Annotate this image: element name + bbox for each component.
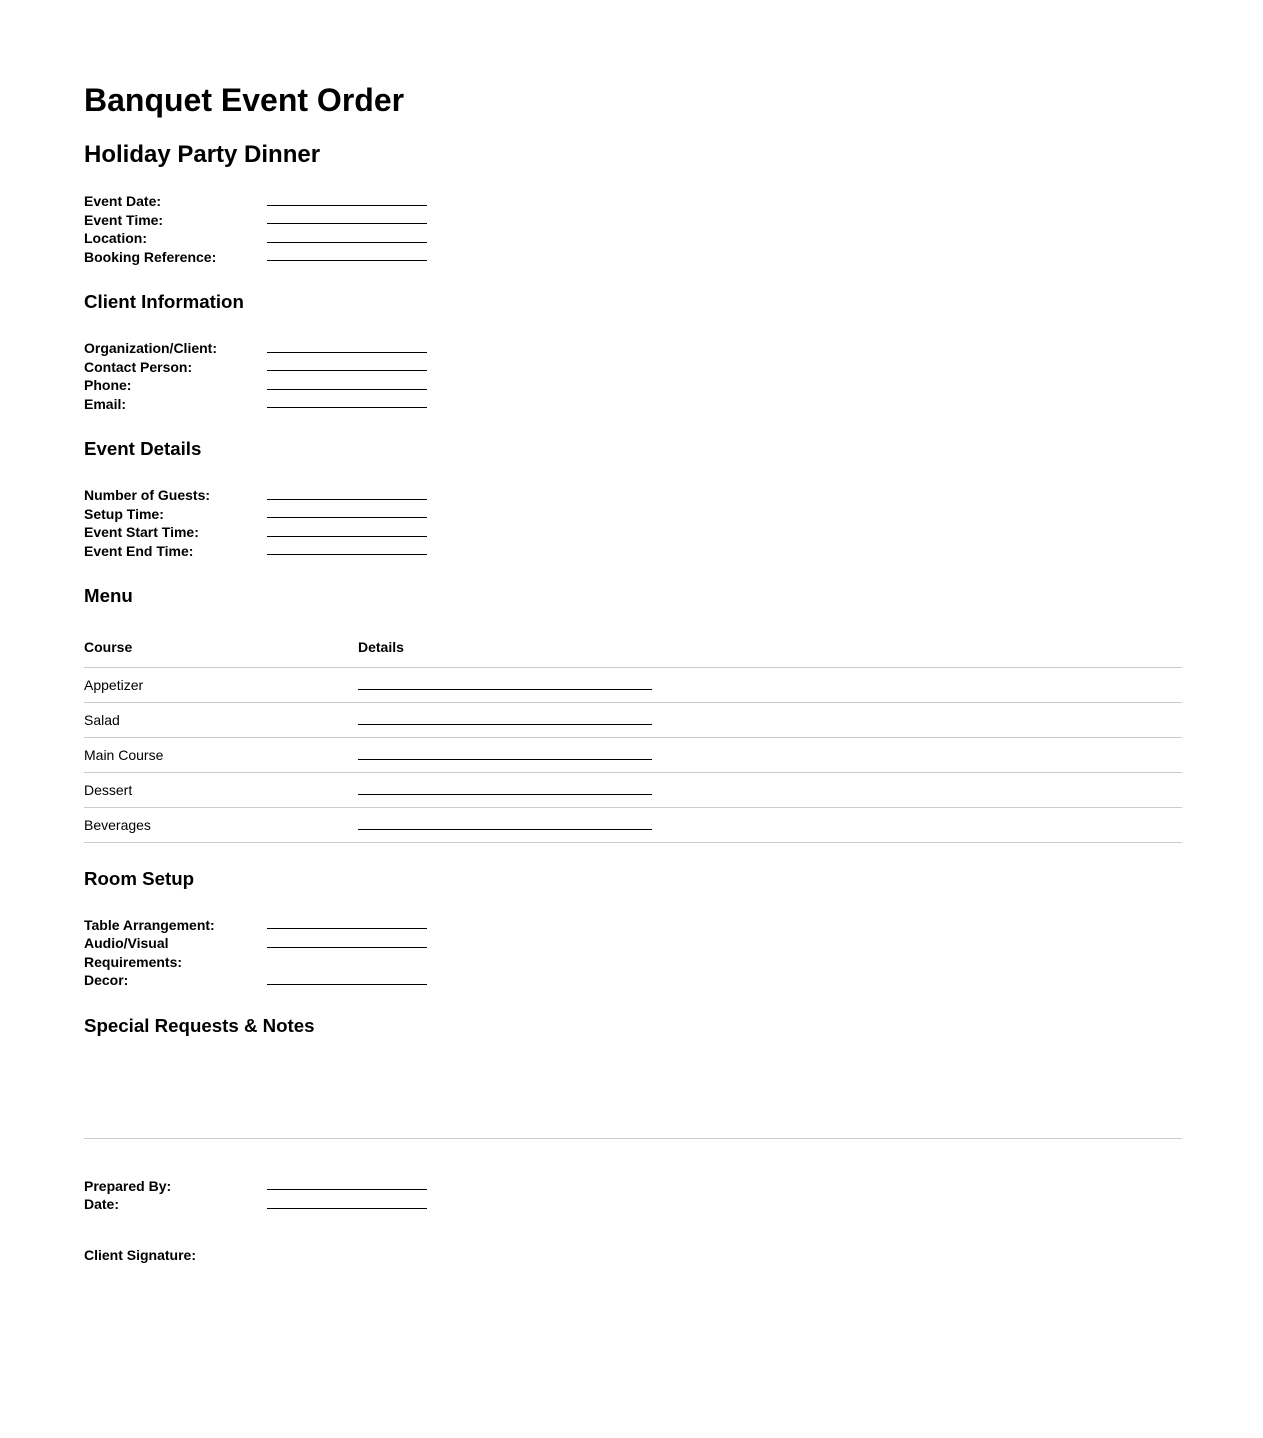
field-blank-line [267,376,427,390]
field-blank-line [267,486,427,500]
field-row [84,486,1182,505]
field-label-location: Location: [84,230,147,246]
field-row [84,229,1182,248]
field-label-organization-client: Organization/Client: [84,340,217,356]
section-client-information [84,291,1182,413]
field-row [84,358,1182,377]
field-blank-line [267,934,427,948]
field-row [84,542,1182,561]
menu-course-cell: Salad [84,711,120,728]
details-blank-line [358,746,652,760]
field-row [84,505,1182,524]
field-blank-line [267,542,427,556]
menu-details-cell [358,816,1182,835]
footer-divider [84,1138,1182,1139]
field-row [84,1195,1182,1214]
menu-details-cell [358,781,1182,800]
field-blank-line [267,505,427,519]
field-blank-line [267,192,427,206]
menu-row-dessert [84,773,1182,808]
details-blank-line [358,676,652,690]
menu-row-main-course [84,738,1182,773]
field-label-decor: Decor: [84,972,129,988]
section-event-details [84,438,1182,560]
field-label-booking-reference: Booking Reference: [84,248,217,265]
menu-details-cell [358,746,1182,765]
field-label-contact-person: Contact Person: [84,358,193,375]
section-menu [84,585,1182,843]
field-label-audio-visual-requirements: Audio/Visual Requirements: [84,935,183,970]
field-blank-line [267,1177,427,1191]
event-name: Holiday Party Dinner [84,141,321,168]
client-information-fields [84,339,1182,413]
menu-details-cell [358,711,1182,730]
field-label-event-time: Event Time: [84,211,164,228]
menu-course-cell: Dessert [84,781,133,798]
field-row [84,395,1182,414]
section-special-requests [84,1015,1182,1138]
menu-course-cell: Appetizer [84,676,144,693]
section-room-setup [84,868,1182,990]
signoff-fields [84,1177,1182,1214]
special-requests-notes-area [84,1063,1182,1138]
field-blank-line [267,395,427,409]
field-label-prepared-by: Prepared By: [84,1177,172,1194]
details-blank-line [358,816,652,830]
field-row [84,248,1182,267]
section-heading-room-setup: Room Setup [84,867,195,889]
menu-row-salad [84,703,1182,738]
details-blank-line [358,711,652,725]
details-blank-line [358,781,652,795]
menu-course-cell: Beverages [84,816,151,833]
field-blank-line [267,248,427,262]
menu-table [84,633,1182,843]
menu-column-header-course: Course [84,639,133,655]
field-blank-line [267,1195,427,1209]
booking-fields [84,192,1182,266]
section-heading-special-requests: Special Requests & Notes [84,1014,315,1036]
section-heading-client-information: Client Information [84,291,244,312]
field-label-event-date: Event Date: [84,193,162,209]
field-blank-line [267,211,427,225]
field-row [84,192,1182,211]
field-label-date: Date: [84,1196,120,1212]
menu-row-appetizer [84,668,1182,703]
field-blank-line [267,971,427,985]
client-signature-label: Client Signature: [84,1246,197,1263]
field-blank-line [267,339,427,353]
field-label-event-end-time: Event End Time: [84,542,194,559]
field-label-event-start-time: Event Start Time: [84,524,199,540]
field-row [84,1177,1182,1196]
field-label-number-of-guests: Number of Guests: [84,487,211,503]
field-row [84,376,1182,395]
field-row [84,211,1182,230]
field-label-phone: Phone: [84,377,132,393]
room-setup-fields [84,916,1182,990]
field-label-setup-time: Setup Time: [84,505,164,522]
field-row [84,971,1182,990]
field-blank-line [267,523,427,537]
field-label-email: Email: [84,395,127,412]
menu-details-cell [358,676,1182,695]
field-row [84,916,1182,935]
menu-column-header-details: Details [358,639,404,655]
page-title: Banquet Event Order [84,82,405,118]
field-blank-line [267,229,427,243]
field-blank-line [267,358,427,372]
menu-row-beverages [84,808,1182,843]
field-label-table-arrangement: Table Arrangement: [84,916,215,933]
section-heading-menu: Menu [84,585,133,606]
section-heading-event-details: Event Details [84,438,202,459]
event-details-fields [84,486,1182,560]
field-row [84,934,1182,971]
menu-table-header [84,633,1182,668]
field-row [84,339,1182,358]
field-row [84,523,1182,542]
menu-course-cell: Main Course [84,746,164,763]
field-blank-line [267,916,427,930]
